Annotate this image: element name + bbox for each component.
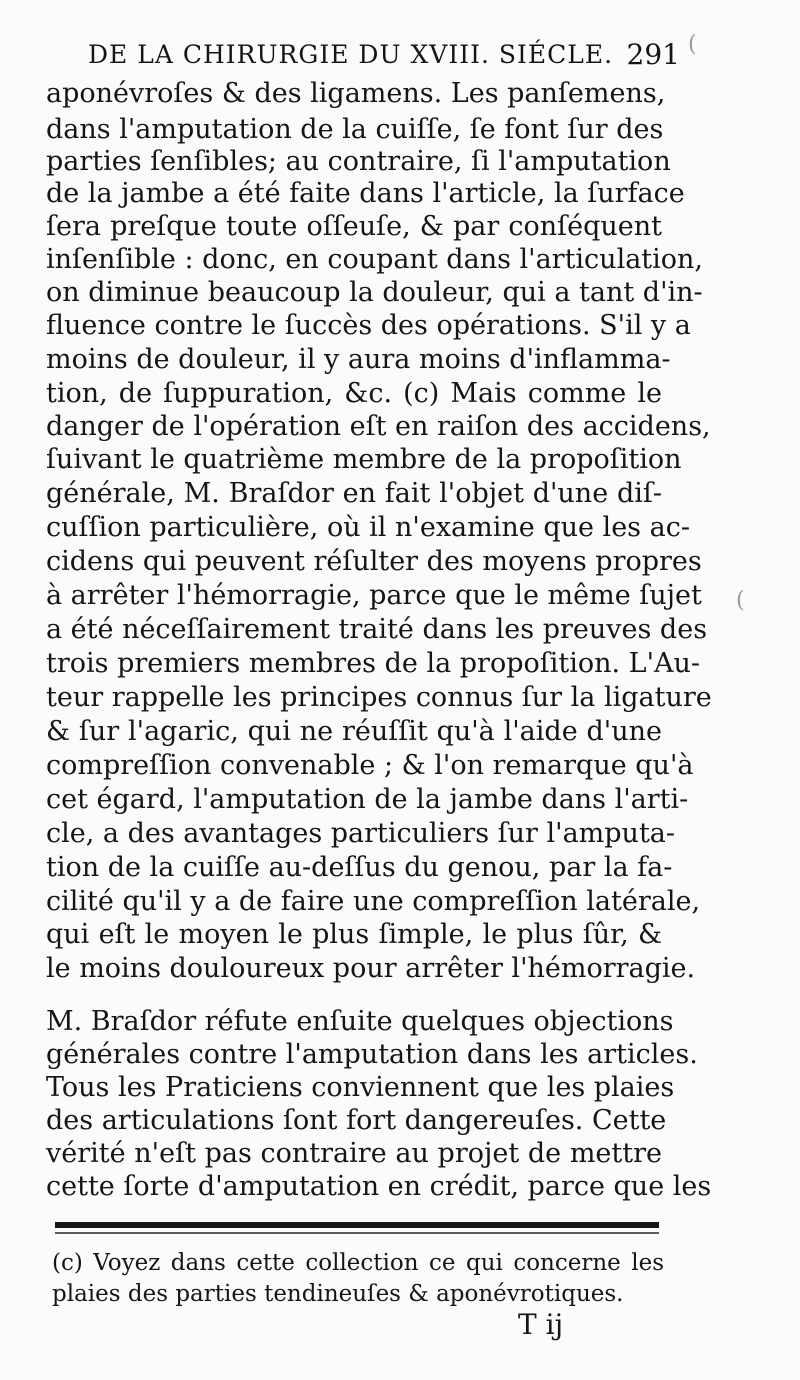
text-line: cilité qu'il y a de faire une compreſſion latérale, [46,886,701,917]
text-line: cuſſion particulière, où il n'examine que les ac- [46,512,690,543]
text-line: cette ſorte d'amputation en crédit, parce que les [46,1171,712,1202]
text-line: dans l'amputation de la cuiſſe, ſe font ſur des [46,114,664,145]
text-line: trois premiers membres de la propoſition. L'Au- [46,648,701,679]
text-line: parties ſenſibles; au contraire, ſi l'amputation [46,146,671,177]
text-line: tion, de ſuppuration, &c. (c) Mais comme le [46,378,662,409]
text-line: fluence contre le ſuccès des opérations. S'il y a [46,310,691,341]
text-line: qui eſt le moyen le plus ſimple, le plus ſûr, & [46,919,662,950]
signature-mark: T ij [518,1308,564,1341]
text-line: cidens qui peuvent réſulter des moyens propres [46,546,702,577]
running-title: DE LA CHIRURGIE DU XVIII. SIÉCLE. [88,40,614,69]
text-line: ſera preſque toute oſſeuſe, & par conſéquent [46,211,662,242]
text-line: aponévroſes & des ligamens. Les panſemens, [46,78,666,109]
footnote-line: plaies des parties tendineuſes & aponévrotiques. [52,1281,624,1307]
text-line: le moins douloureux pour arrêter l'hémorragie. [46,953,696,984]
margin-mark: ( [688,32,697,57]
text-line: tion de la cuiſſe au-deſſus du genou, par la fa- [46,852,673,883]
text-line: & ſur l'agaric, qui ne réuſſit qu'à l'aide d'une [46,716,662,747]
text-line: de la jambe a été faite dans l'article, la ſurface [46,178,685,209]
text-line: ſuivant le quatrième membre de la propoſition [46,444,682,475]
footnote-divider [55,1222,659,1228]
text-line: cet égard, l'amputation de la jambe dans l'arti- [46,784,689,815]
text-line: des articulations ſont fort dangereuſes. Cette [46,1105,667,1136]
margin-mark: ( [736,588,745,613]
text-line: a été néceſſairement traité dans les preuves des [46,614,708,645]
page-number: 291 [626,38,680,71]
text-line: compreſſion convenable ; & l'on remarque qu'à [46,750,694,781]
text-line: générale, M. Braſdor en fait l'objet d'une diſ- [46,478,662,509]
text-line: moins de douleur, il y aura moins d'inflamma- [46,344,671,375]
text-line: danger de l'opération eſt en raiſon des accidens, [46,411,711,442]
text-line: teur rappelle les principes connus ſur la ligature [46,682,712,713]
text-line: M. Braſdor réfute enſuite quelques objections [46,1006,674,1037]
text-line: générales contre l'amputation dans les articles. [46,1039,698,1070]
text-line: on diminue beaucoup la douleur, qui a tant d'in- [46,277,703,308]
text-line: Tous les Praticiens conviennent que les plaies [46,1072,675,1103]
footnote-line: (c) Voyez dans cette collection ce qui concerne les [52,1250,664,1276]
text-line: inſenſible : donc, en coupant dans l'articulation, [46,244,704,275]
text-line: à arrêter l'hémorragie, parce que le même ſujet [46,580,702,611]
text-line: vérité n'eſt pas contraire au projet de mettre [46,1138,662,1169]
text-line: cle, a des avantages particuliers ſur l'amputa- [46,818,676,849]
